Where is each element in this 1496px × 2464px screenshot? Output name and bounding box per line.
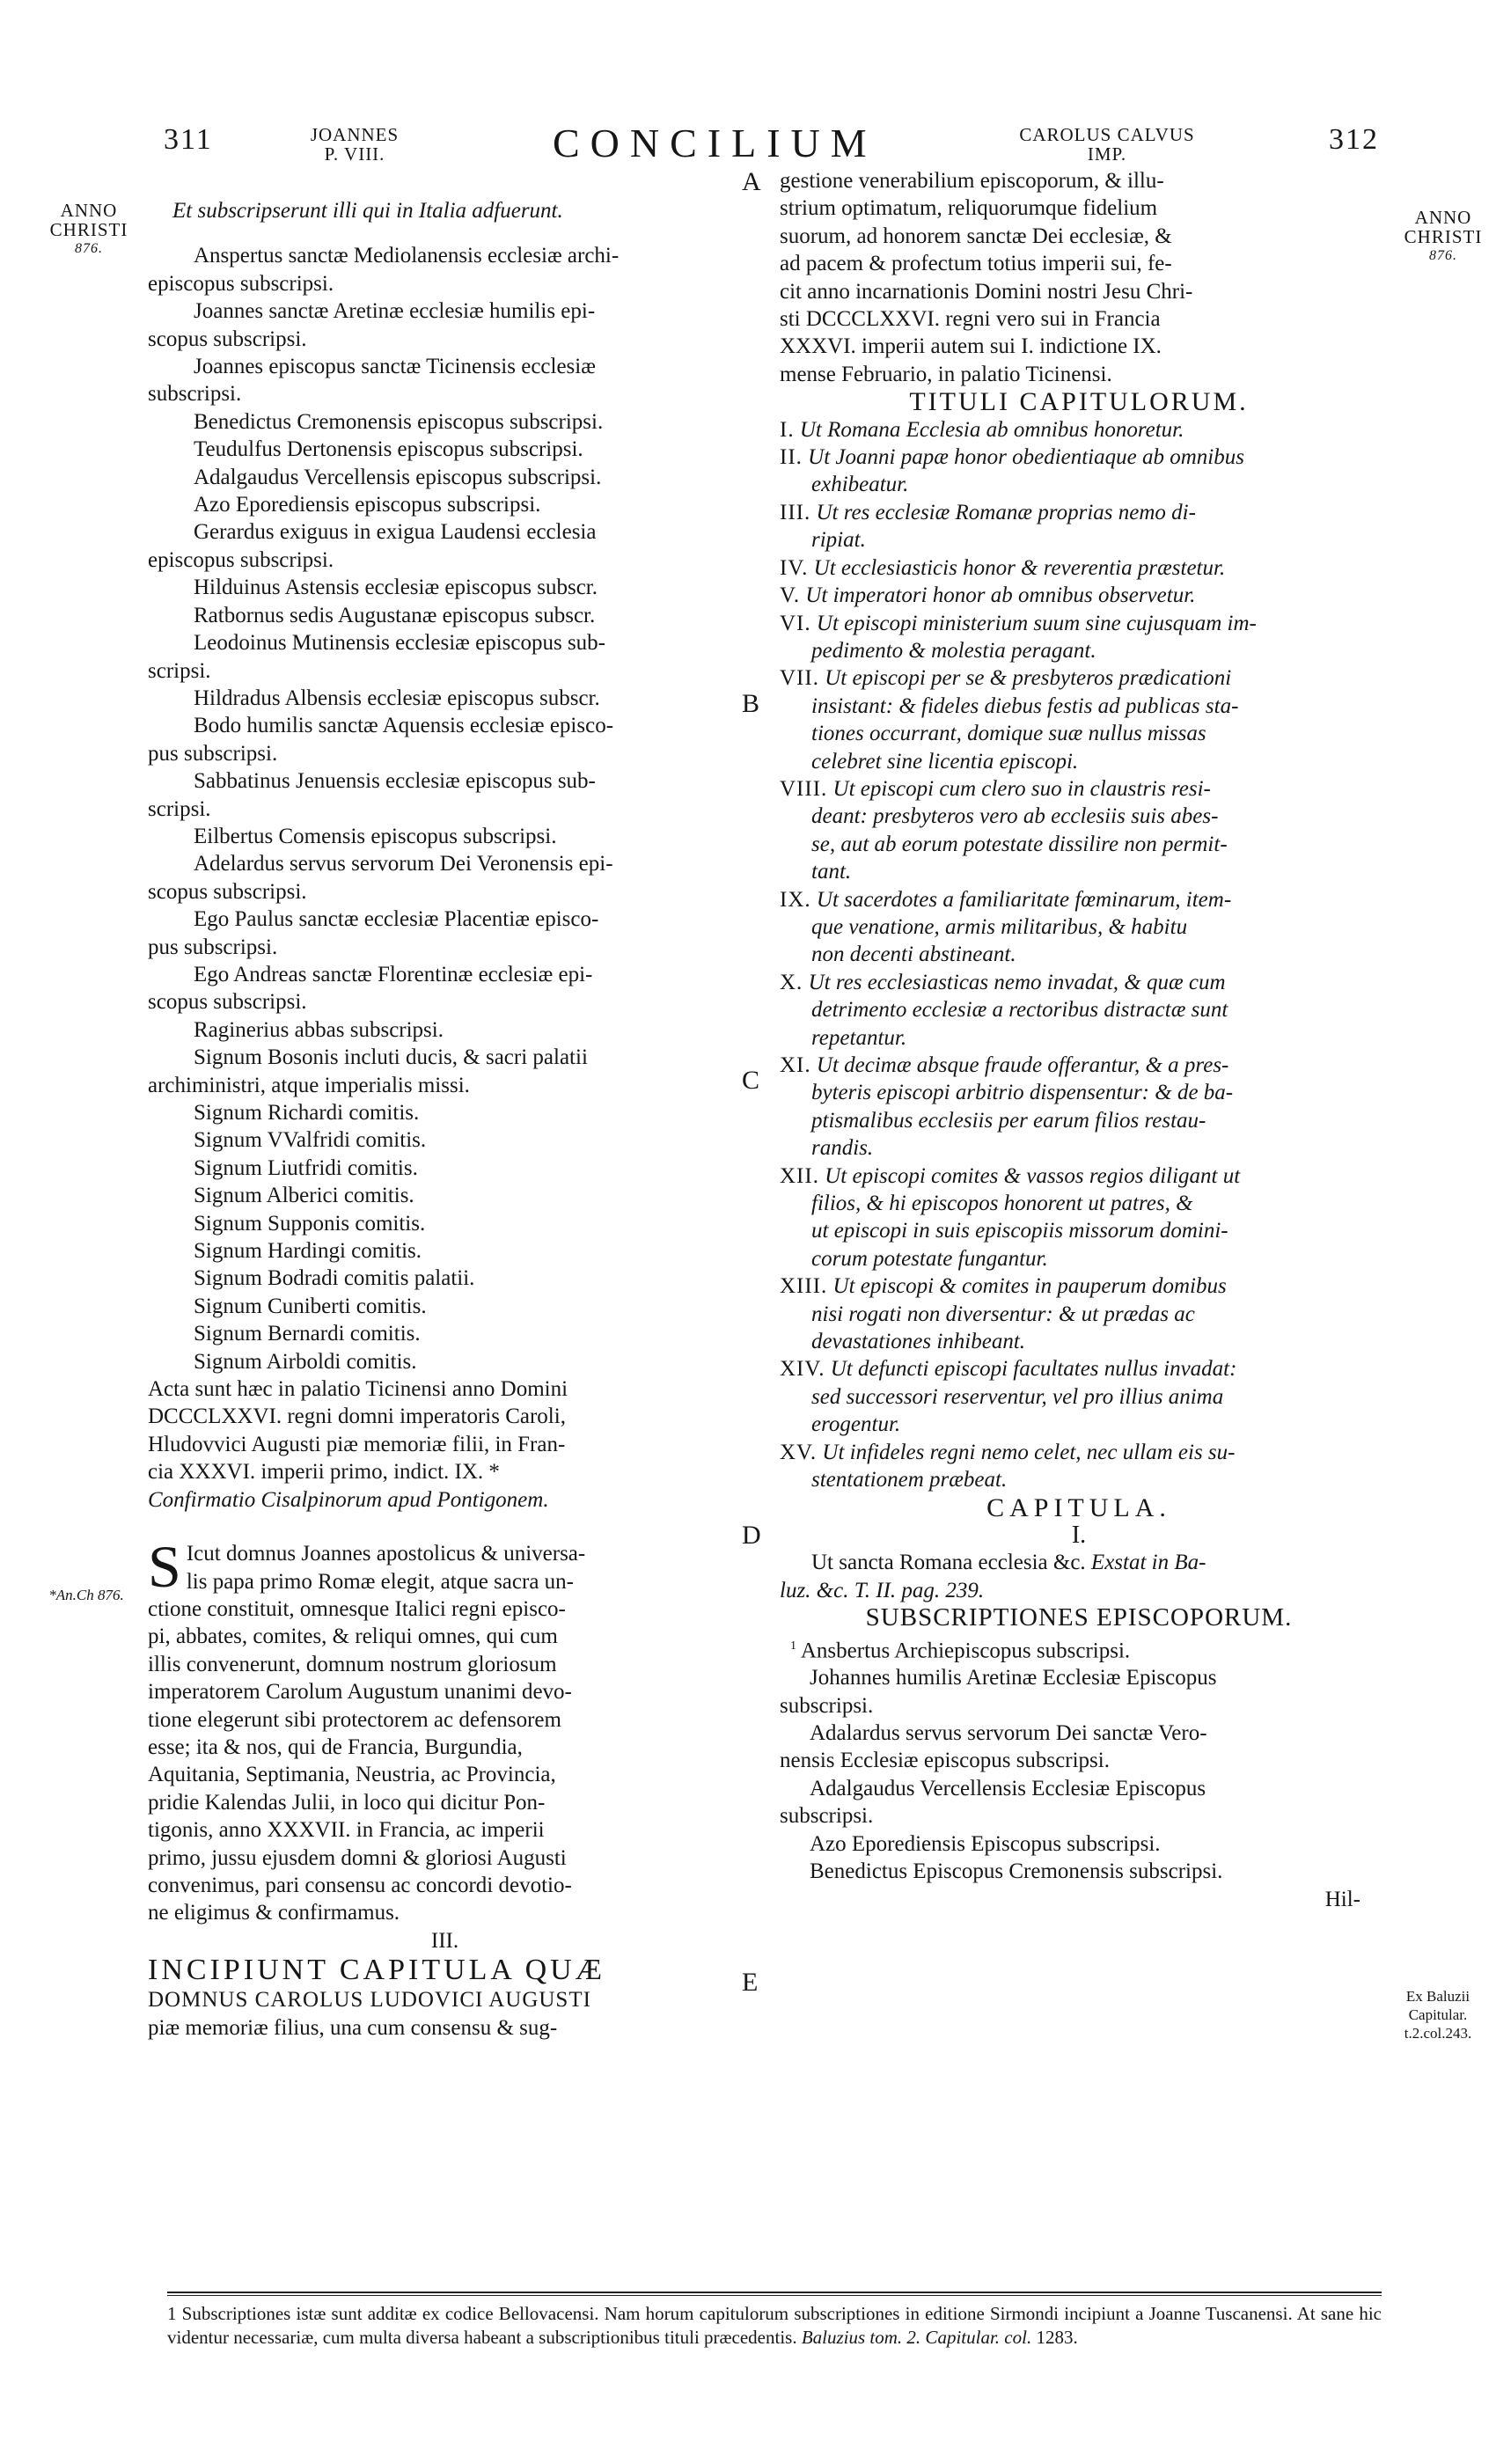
titulus-line [780,610,1378,637]
titulus-text: Ut res ecclesiæ Romanæ proprias nemo di- [816,500,1196,524]
signature-line: Ratbornus sedis Augustanæ episcopus subscr. [194,603,596,627]
margin-note-line: t.2.col.243. [1404,2025,1472,2042]
confirmatio-body [148,1533,742,1927]
titulus-text: Ut Romana Ecclesia ab omnibus honoretur. [799,417,1184,442]
signature-line: Benedictus Cremonensis episcopus subscripsi. [194,409,604,434]
subscription-line [780,1775,1378,1802]
signature-line: Ego Andreas sanctæ Florentinæ ecclesiæ epi- [194,962,593,986]
titulus-item [780,1272,1378,1355]
signature-line: pus subscripsi. [148,741,278,766]
capitula-heading: CAPITULA. [986,1492,1171,1522]
acta-line: Acta sunt hæc in palatio Ticinensi anno Domini [148,1377,568,1402]
titulus-text: Ut Joanni papæ honor obedientiaque ab omnibus [808,445,1244,470]
titulus-text: sed successori reserventur, vel pro illius anima [811,1384,1224,1409]
signature-line: Ego Paulus sanctæ ecclesiæ Placentiæ episco- [194,907,599,932]
subscription-line [780,1720,1378,1747]
footnote-rule [167,2292,1382,2293]
intro-line: mense Februario, in palatio Ticinensi. [780,362,1112,386]
intro-line: strium optimatum, reliquorumque fidelium [780,196,1158,221]
titulus-line [780,1079,1378,1106]
intro-line: gestione venerabilium episcoporum, & illu- [780,169,1164,193]
capitula-text-normal: Ut sancta Romana ecclesia &c. [811,1551,1086,1575]
titulus-line [780,637,1378,664]
titulus-number: X. [780,970,803,994]
body-line: Aquitania, Septimania, Neustria, ac Provincia, [148,1763,556,1787]
signature-line: scopus subscripsi. [148,326,307,351]
body-line: esse; ita & nos, qui de Francia, Burgundia, [148,1734,523,1759]
titulus-line [780,720,1378,747]
titulus-text: deant: presbyteros vero ab ecclesiis suis abes- [811,804,1219,829]
right-anno-christi [1397,208,1489,266]
body-line: convenimus, pari consensu ac concordi devotio- [148,1873,572,1897]
titulus-line [780,1355,1378,1382]
titulus-number: VII. [780,666,819,691]
left-running-head [297,125,412,164]
anno-year: 876. [1429,248,1457,263]
titulus-text: Ut episcopi comites & vassos regios diligant ut [825,1163,1241,1188]
signature-line: Signum Supponis comitis. [194,1211,426,1236]
titulus-line [780,775,1378,803]
titulus-line [780,1162,1378,1190]
body-line: piæ memoriæ filius, una cum consensu & sug- [148,2015,558,2040]
footnote-reference: Baluzius tom. 2. Capitular. col. [801,2327,1032,2348]
titulus-text: ripiat. [811,528,866,553]
signature-line: scripsi. [148,658,211,683]
subscription-intro: Et subscripserunt illi qui in Italia adfuerunt. [172,199,563,223]
anno-label: CHRISTI [1404,226,1483,247]
titulus-number: IV. [780,555,809,580]
acta-line: DCCCLXXVI. regni domni imperatoris Caroli, [148,1404,566,1429]
signature-line: Signum VValfridi comitis. [194,1128,427,1153]
titulus-line [780,941,1378,968]
left-anno-christi [40,201,137,259]
signature-line: Azo Eporediensis episcopus subscripsi. [194,493,541,517]
titulus-line [780,499,1378,526]
titulus-number: XI. [780,1053,811,1077]
titulus-number: V. [780,583,801,608]
signature-line: Signum Airboldi comitis. [194,1349,417,1374]
titulus-line [780,1134,1378,1162]
intro-line: suorum, ad honorem sanctæ Dei ecclesiæ, & [780,224,1172,248]
subscription-text: Adalgaudus Vercellensis Ecclesiæ Episcopus [810,1776,1206,1800]
acta-line: cia XXXVI. imperii primo, indict. IX. * [148,1460,500,1485]
titulus-text: repetantur. [811,1025,907,1050]
titulus-number: XII. [780,1163,819,1188]
signature-line: Adalgaudus Vercellensis episcopus subscripsi. [194,465,602,489]
signature-line: Adelardus servus servorum Dei Veronensis epi- [194,852,613,876]
section-letter-c: C [742,1066,760,1095]
intro-paragraph [780,167,1378,388]
right-column [780,167,1378,1913]
titulus-line [780,831,1378,858]
signature-line: episcopus subscripsi. [148,547,334,572]
tituli-list [780,416,1378,1494]
intro-line: sti DCCCLXXVI. regni vero sui in Francia [780,307,1161,332]
subscription-line [780,1830,1378,1858]
titulus-text: se, aut ab eorum potestate dissilire non permit- [811,832,1228,856]
right-margin-note [1385,1987,1491,2042]
body-line: tigonis, anno XXXVII. in Francia, ac imperii [148,1818,545,1843]
subscription-text: Azo Eporediensis Episcopus subscripsi. [810,1831,1161,1856]
titulus-text: tant. [811,860,852,884]
titulus-number: I. [780,417,795,442]
titulus-line [780,693,1378,720]
body-line: ctione constituit, omnesque Italici regni episco- [148,1596,566,1621]
subscription-text: Benedictus Episcopus Cremonensis subscripsi. [810,1859,1223,1884]
titulus-text: Ut infideles regni nemo celet, nec ullam eis su- [822,1440,1236,1464]
titulus-item [780,554,1378,582]
titulus-line [780,416,1378,444]
titulus-text: corum potestate fungantur. [811,1246,1048,1271]
acta-line: Hludovvici Augusti piæ memoriæ filii, in Fran- [148,1432,566,1456]
signature-list [148,242,742,1375]
signature-line: Sabbatinus Jenuensis ecclesiæ episcopus sub- [194,769,596,794]
signature-line: Anspertus sanctæ Mediolanensis ecclesiæ archi- [194,244,620,268]
footnote-mark: 1 [790,1639,796,1653]
body-lines [148,1533,742,1927]
titulus-text: stentationem præbeat. [811,1468,1008,1492]
titulus-text: nisi rogati non diversentur: & ut prædas ac [811,1302,1195,1326]
titulus-item [780,664,1378,775]
titulus-line [780,1439,1378,1466]
titulus-item [780,775,1378,886]
titulus-line [780,1301,1378,1328]
signature-line: Signum Bosonis incluti ducis, & sacri palatii [194,1045,588,1070]
titulus-line [780,1466,1378,1493]
titulus-line [780,664,1378,692]
signature-line: Signum Hardingi comitis. [194,1239,422,1264]
footnote-column: 1283. [1036,2327,1078,2348]
page-title: CONCILIUM [553,121,877,165]
titulus-line [780,471,1378,498]
incipiunt-heading: INCIPIUNT CAPITULA QUÆ [148,1954,605,1987]
capitula-text-italic: Exstat in Ba- [1090,1551,1206,1575]
domnus-line: DOMNUS CAROLUS LUDOVICI AUGUSTI [148,1988,591,2013]
capitula-number: I. [1071,1521,1087,1549]
titulus-line [780,444,1378,471]
section-letter-a: A [742,167,761,196]
titulus-line [780,969,1378,996]
titulus-text: Ut episcopi cum clero suo in claustris resi- [832,776,1211,801]
left-margin-note: *An.Ch 876. [48,1587,124,1603]
subscription-text: Ansbertus Archiepiscopus subscripsi. [800,1638,1131,1662]
signature-line: Joannes episcopus sanctæ Ticinensis ecclesiæ [194,355,596,379]
titulus-line [780,1411,1378,1438]
titulus-number: XIII. [780,1274,828,1299]
signature-line: scripsi. [148,796,211,821]
signature-line: Gerardus exiguus in exigua Laudensi ecclesia [194,520,597,545]
titulus-text: pedimento & molestia peragant. [811,638,1096,663]
titulus-number: XV. [780,1440,818,1464]
titulus-item [780,886,1378,969]
left-running-head-line: P. VIII. [324,143,385,165]
titulus-text: erogentur. [811,1412,901,1437]
subscription-text: Johannes humilis Aretinæ Ecclesiæ Episcopus [810,1666,1217,1690]
titulus-item [780,969,1378,1052]
right-page-number: 312 [1329,123,1379,156]
confirmatio-title: Confirmatio Cisalpinorum apud Pontigonem. [148,1487,549,1512]
titulus-item [780,1052,1378,1162]
titulus-text: Ut episcopi & comites in pauperum domibus [832,1274,1227,1299]
left-page-number: 311 [164,123,213,156]
body-line: imperatorem Carolum Augustum unanimi devo- [148,1680,572,1705]
signature-line: Hildradus Albensis ecclesiæ episcopus subscr. [194,686,600,710]
margin-note-line: Ex Baluzii [1405,1988,1470,2005]
intro-line: ad pacem & profectum totius imperii sui, fe- [780,252,1172,276]
titulus-text: devastationes inhibeant. [811,1330,1026,1354]
titulus-text: celebret sine licentia episcopi. [811,749,1079,774]
titulus-text: Ut episcopi per se & presbyteros prædicationi [825,666,1232,691]
titulus-line [780,1052,1378,1079]
left-running-head-line: JOANNES [310,124,400,145]
signature-line: Signum Liutfridi comitis. [194,1155,418,1180]
right-running-head-line: IMP. [1087,143,1127,165]
body-line: ne eligimus & confirmamus. [148,1901,400,1925]
signature-line: scopus subscripsi. [148,990,307,1015]
footnote-text: Subscriptiones istæ sunt additæ ex codice Bellovacensi. Nam horum capitulorum subscriptiones in editione Sirmondi incipiunt a Joanne Tuscanensi. At sane hic videntur necessariæ, cum multa diversa habeant a subscriptionibus tituli præcedentis. [167,2303,1382,2348]
titulus-text: ut episcopi in suis episcopiis missorum domini- [811,1219,1228,1243]
signature-line: Eilbertus Comensis episcopus subscripsi. [194,824,557,848]
signature-line: Joannes sanctæ Aretinæ ecclesiæ humilis epi- [194,299,596,324]
titulus-number: III. [780,500,811,524]
footnote-number: 1 [167,2303,177,2324]
signature-line: Signum Bernardi comitis. [194,1322,421,1346]
signature-line: scopus subscripsi. [148,879,307,904]
titulus-line [780,1217,1378,1244]
signature-line: Signum Cuniberti comitis. [194,1294,427,1318]
subscription-line [780,1858,1378,1885]
body-line: illis convenerunt, domnum nostrum gloriosum [148,1652,557,1676]
titulus-line [780,886,1378,913]
titulus-text: ptismalibus ecclesiis per earum filios restau- [811,1108,1206,1133]
titulus-line [780,1024,1378,1052]
titulus-line [780,554,1378,582]
titulus-text: randis. [811,1136,874,1161]
titulus-line [780,1383,1378,1411]
subscription-line: subscripsi. [780,1804,874,1829]
titulus-line [780,1245,1378,1272]
titulus-text: insistant: & fideles diebus festis ad publicas sta- [811,693,1239,718]
right-running-head-line: CAROLUS CALVUS [1019,124,1195,145]
intro-line: XXXVI. imperii autem sui I. indictione IX. [780,334,1162,359]
signature-line: archiministri, atque imperialis missi. [148,1073,470,1097]
titulus-item [780,1355,1378,1438]
anno-label: ANNO [1414,207,1472,228]
titulus-item [780,1439,1378,1494]
signature-line: Signum Richardi comitis. [194,1101,420,1125]
titulus-text: Ut decimæ absque fraude offerantur, & a pres- [816,1053,1229,1077]
tituli-heading: TITULI CAPITULORUM. [909,387,1249,417]
titulus-number: VIII. [780,776,828,801]
titulus-text: exhibeatur. [811,473,909,497]
titulus-line [780,1328,1378,1355]
footnote [167,2302,1382,2350]
left-column [148,197,742,2042]
titulus-line [780,996,1378,1023]
section-letter-d: D [742,1521,761,1550]
anno-label: ANNO [60,200,118,221]
body-line: Icut domnus Joannes apostolicus & universa- [186,1542,586,1566]
body-line: lis papa primo Romæ elegit, atque sacra un- [186,1569,574,1594]
titulus-line [780,858,1378,885]
titulus-number: VI. [780,611,811,635]
titulus-line [780,582,1378,609]
titulus-line [780,526,1378,554]
right-running-head [1010,125,1204,164]
drop-cap: S [148,1533,181,1601]
titulus-text: Ut ecclesiasticis honor & reverentia præstetur. [813,555,1226,580]
acta-paragraph [148,1375,742,1486]
titulus-item [780,444,1378,499]
signature-line: Raginerius abbas subscripsi. [194,1017,444,1042]
signature-line: Leodoinus Mutinensis ecclesiæ episcopus sub- [194,631,605,656]
margin-note-line: Capitular. [1408,2006,1468,2023]
titulus-item [780,1162,1378,1273]
subscription-line: subscripsi. [780,1693,874,1718]
signature-line: Signum Alberici comitis. [194,1184,414,1208]
titulus-text: Ut episcopi ministerium suum sine cujusquam im- [816,611,1257,635]
titulus-text: Ut defuncti episcopi facultates nullus invadat: [830,1357,1237,1382]
titulus-text: tiones occurrant, domique suæ nullus missas [811,722,1206,746]
subscriptiones-heading: SUBSCRIPTIONES EPISCOPORUM. [865,1603,1293,1632]
titulus-item [780,416,1378,444]
titulus-line [780,1190,1378,1217]
body-line: pridie Kalendas Julii, in loco qui dicitur Pon- [148,1790,546,1815]
footnote-rule [167,2295,1382,2296]
body-line: pi, abbates, comites, & reliqui omnes, qui cum [148,1624,558,1649]
anno-label: CHRISTI [49,219,128,240]
titulus-text: Ut imperatori honor ab omnibus observetur. [805,583,1196,608]
titulus-text: que venatione, armis militaribus, & habitu [811,914,1188,939]
catchword: Hil- [1324,1887,1360,1911]
titulus-line [780,1272,1378,1300]
titulus-text: byteris episcopi arbitrio dispensentur: & de ba- [811,1081,1234,1105]
titulus-number: IX. [780,887,811,912]
section-letter-b: B [742,689,760,718]
subscription-line [780,1632,1378,1665]
section-letter-e: E [742,1968,759,1997]
titulus-text: detrimento ecclesiæ a rectoribus distractæ sunt [811,998,1228,1023]
signature-line: Hilduinus Astensis ecclesiæ episcopus subscr. [194,576,598,600]
titulus-line [780,913,1378,941]
subscription-text: Adalardus servus servorum Dei sanctæ Vero- [810,1721,1207,1746]
signature-line: episcopus subscripsi. [148,271,334,296]
subscriptiones-list [780,1632,1378,1886]
titulus-line [780,803,1378,830]
signature-line: pus subscripsi. [148,935,278,959]
body-line: tione elegerunt sibi protectorem ac defensorem [148,1707,561,1732]
signature-line: Bodo humilis sanctæ Aquensis ecclesiæ episco- [194,714,614,738]
titulus-number: II. [780,445,803,470]
anno-year: 876. [75,241,103,256]
titulus-number: XIV. [780,1357,825,1382]
titulus-text: Ut sacerdotes a familiaritate fœminarum, item- [816,887,1232,912]
titulus-item [780,499,1378,554]
subscription-line [780,1664,1378,1691]
titulus-text: filios, & hi episcopos honorent ut patres, & [811,1192,1193,1216]
titulus-line [780,748,1378,775]
titulus-text: non decenti abstineant. [811,942,1016,967]
capitula-text [780,1549,1378,1576]
body-line: primo, jussu ejusdem domni & gloriosi Augusti [148,1845,567,1870]
titulus-item [780,582,1378,609]
titulus-text: Ut res ecclesiasticas nemo invadat, & quæ cum [808,970,1226,994]
titulus-item [780,610,1378,665]
capitula-text-italic: luz. &c. T. II. pag. 239. [780,1578,985,1602]
signature-line: subscripsi. [148,382,242,407]
titulus-line [780,1107,1378,1134]
subscription-line: nensis Ecclesiæ episcopus subscripsi. [780,1749,1110,1773]
signature-line: Teudulfus Dertonensis episcopus subscripsi. [194,437,583,462]
intro-line: cit anno incarnationis Domini nostri Jesu Chri- [780,279,1193,304]
signature-line: Signum Bodradi comitis palatii. [194,1266,475,1291]
chapter-number: III. [430,1928,459,1953]
